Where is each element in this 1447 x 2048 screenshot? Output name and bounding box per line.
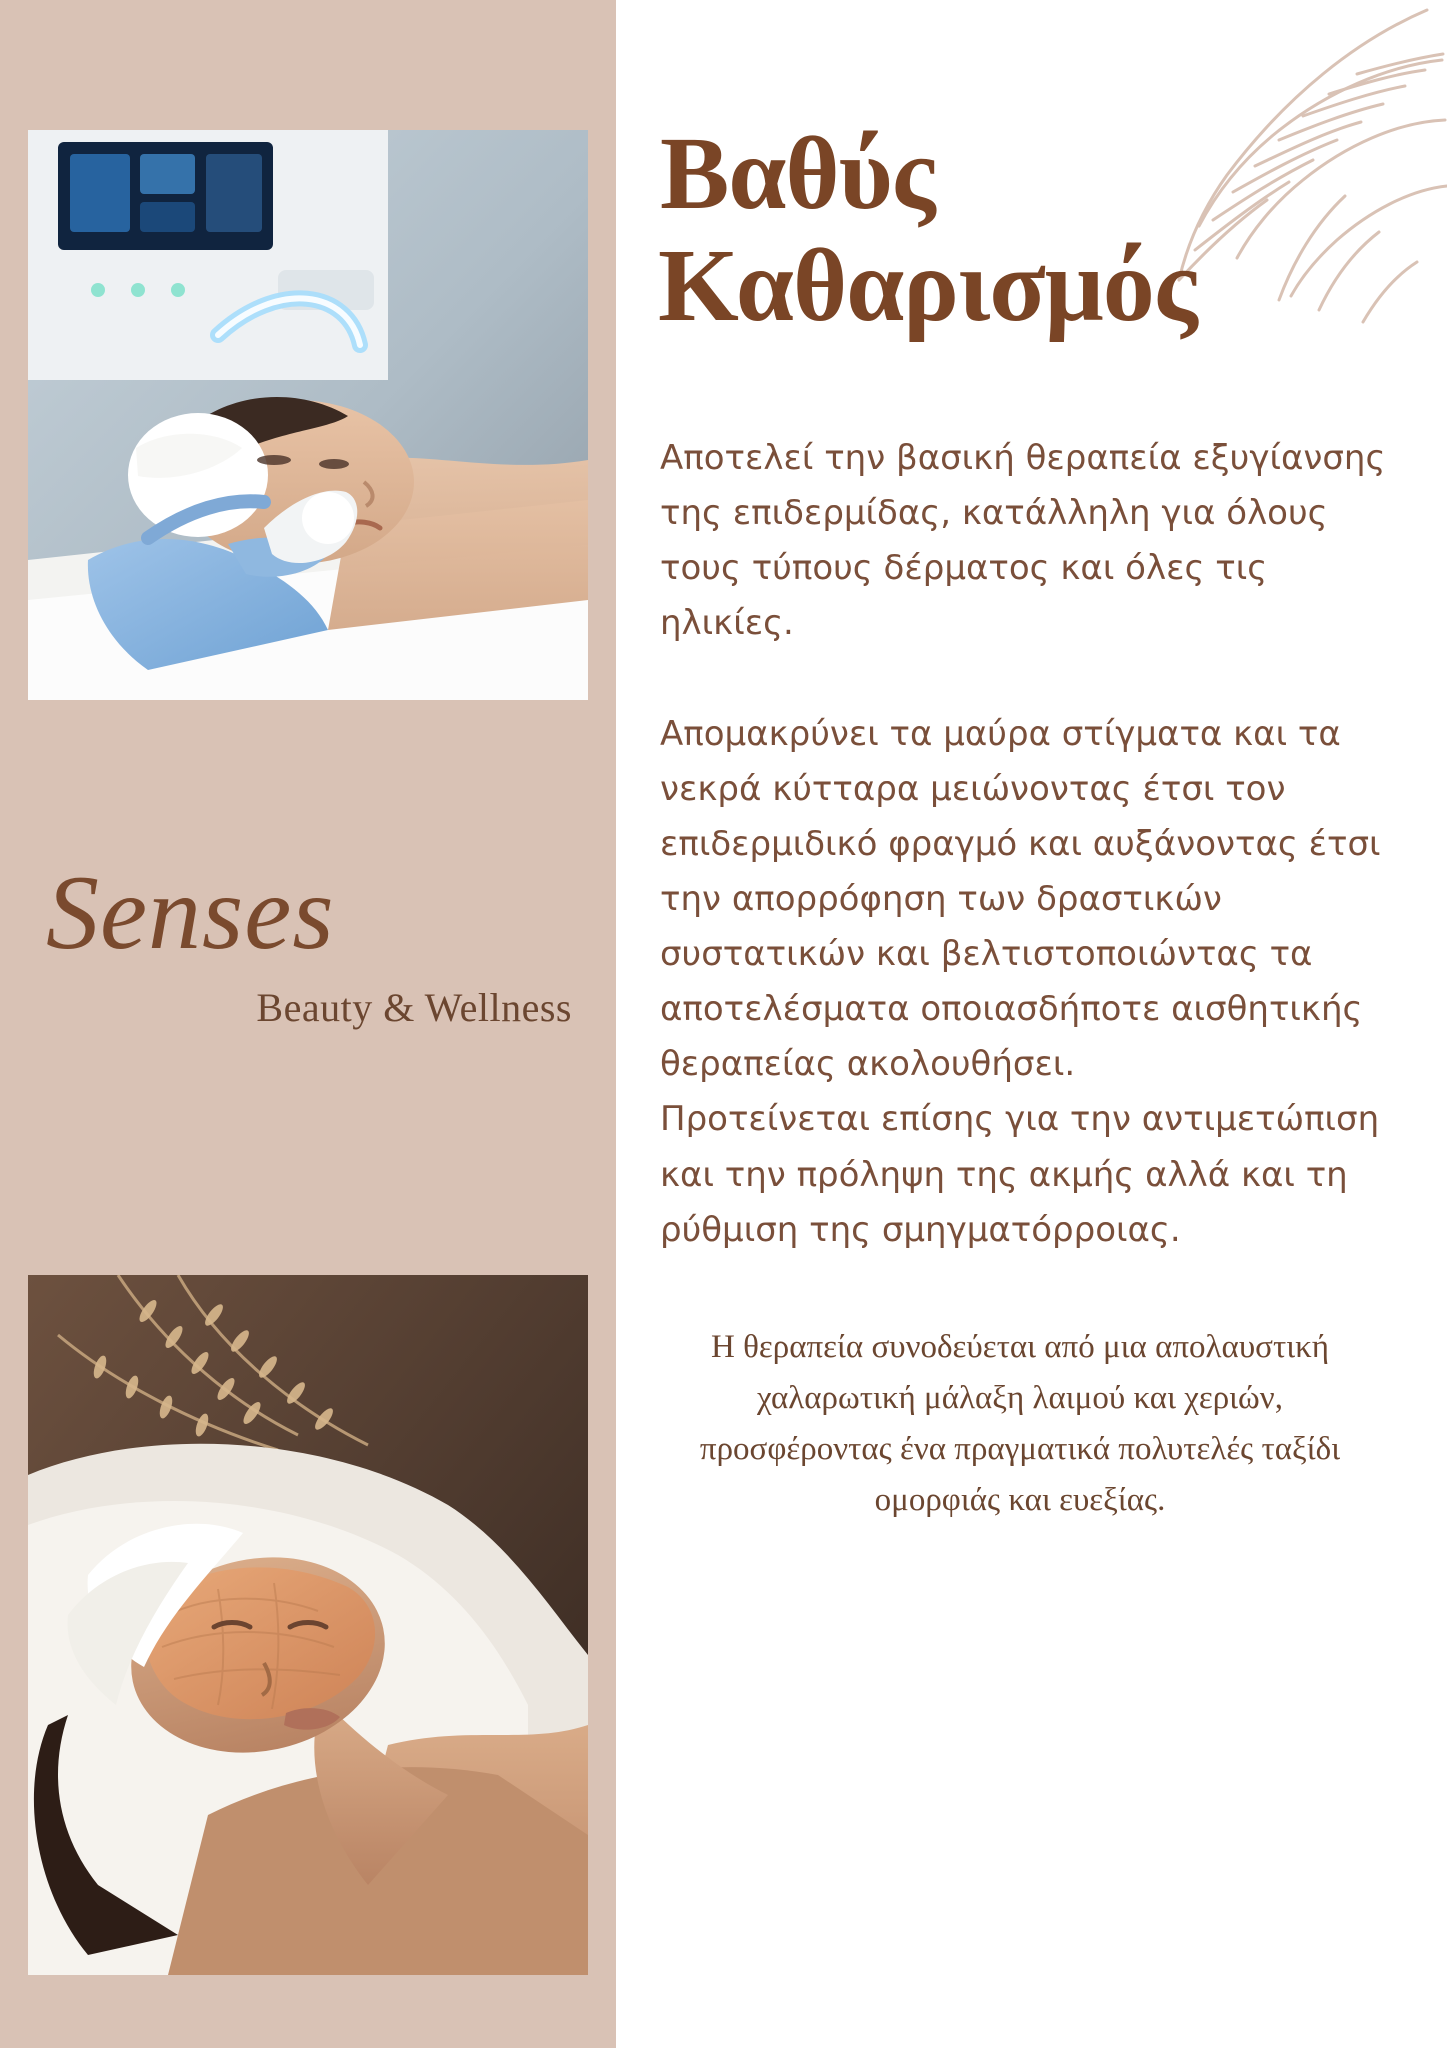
brand-block <box>28 854 598 1031</box>
body-paragraph-3: Προτείνεται επίσης για την αντιμετώπιση και την πρόληψη της ακμής αλλά και τη ρύθμιση της σμηγματόρροιας. <box>660 1099 1380 1250</box>
page-title <box>660 0 1447 343</box>
body-paragraph-2: Απομακρύνει τα μαύρα στίγματα και τα νεκρά κύτταρα μειώνοντας έτσι τον επιδερμιδικό φραγμό και αυξάνοντας έτσι την απορρόφηση των δραστικών συστατικών και βελτιστοποιώντας τα αποτελέσματα οποιασδήποτε αισθητικής θεραπείας ακολουθήσει. <box>660 713 1381 1085</box>
brand-tagline: Beauty & Wellness <box>256 985 572 1030</box>
title-line-2: Καθαρισμός <box>658 228 1197 344</box>
treatment-photo-bottom <box>28 1275 588 1975</box>
title-line-1: Βαθύς <box>660 116 935 231</box>
footer-note: Η θεραπεία συνοδεύεται από μια απολαυστική χαλαρωτική μάλαξη λαιμού και χεριών, προσφέροντας ένα πραγματικά πολυτελές ταξίδι ομορφιάς και ευεξίας. <box>699 1328 1341 1519</box>
body-paragraph-1: Αποτελεί την βασική θεραπεία εξυγίανσης της επιδερμίδας, κατάλληλη για όλους τους τύπους δέρματος και όλες τις ηλικίες. <box>660 437 1386 643</box>
treatment-photo-top <box>28 130 588 700</box>
brand-name: Senses <box>46 854 335 971</box>
content-column <box>660 0 1447 2048</box>
